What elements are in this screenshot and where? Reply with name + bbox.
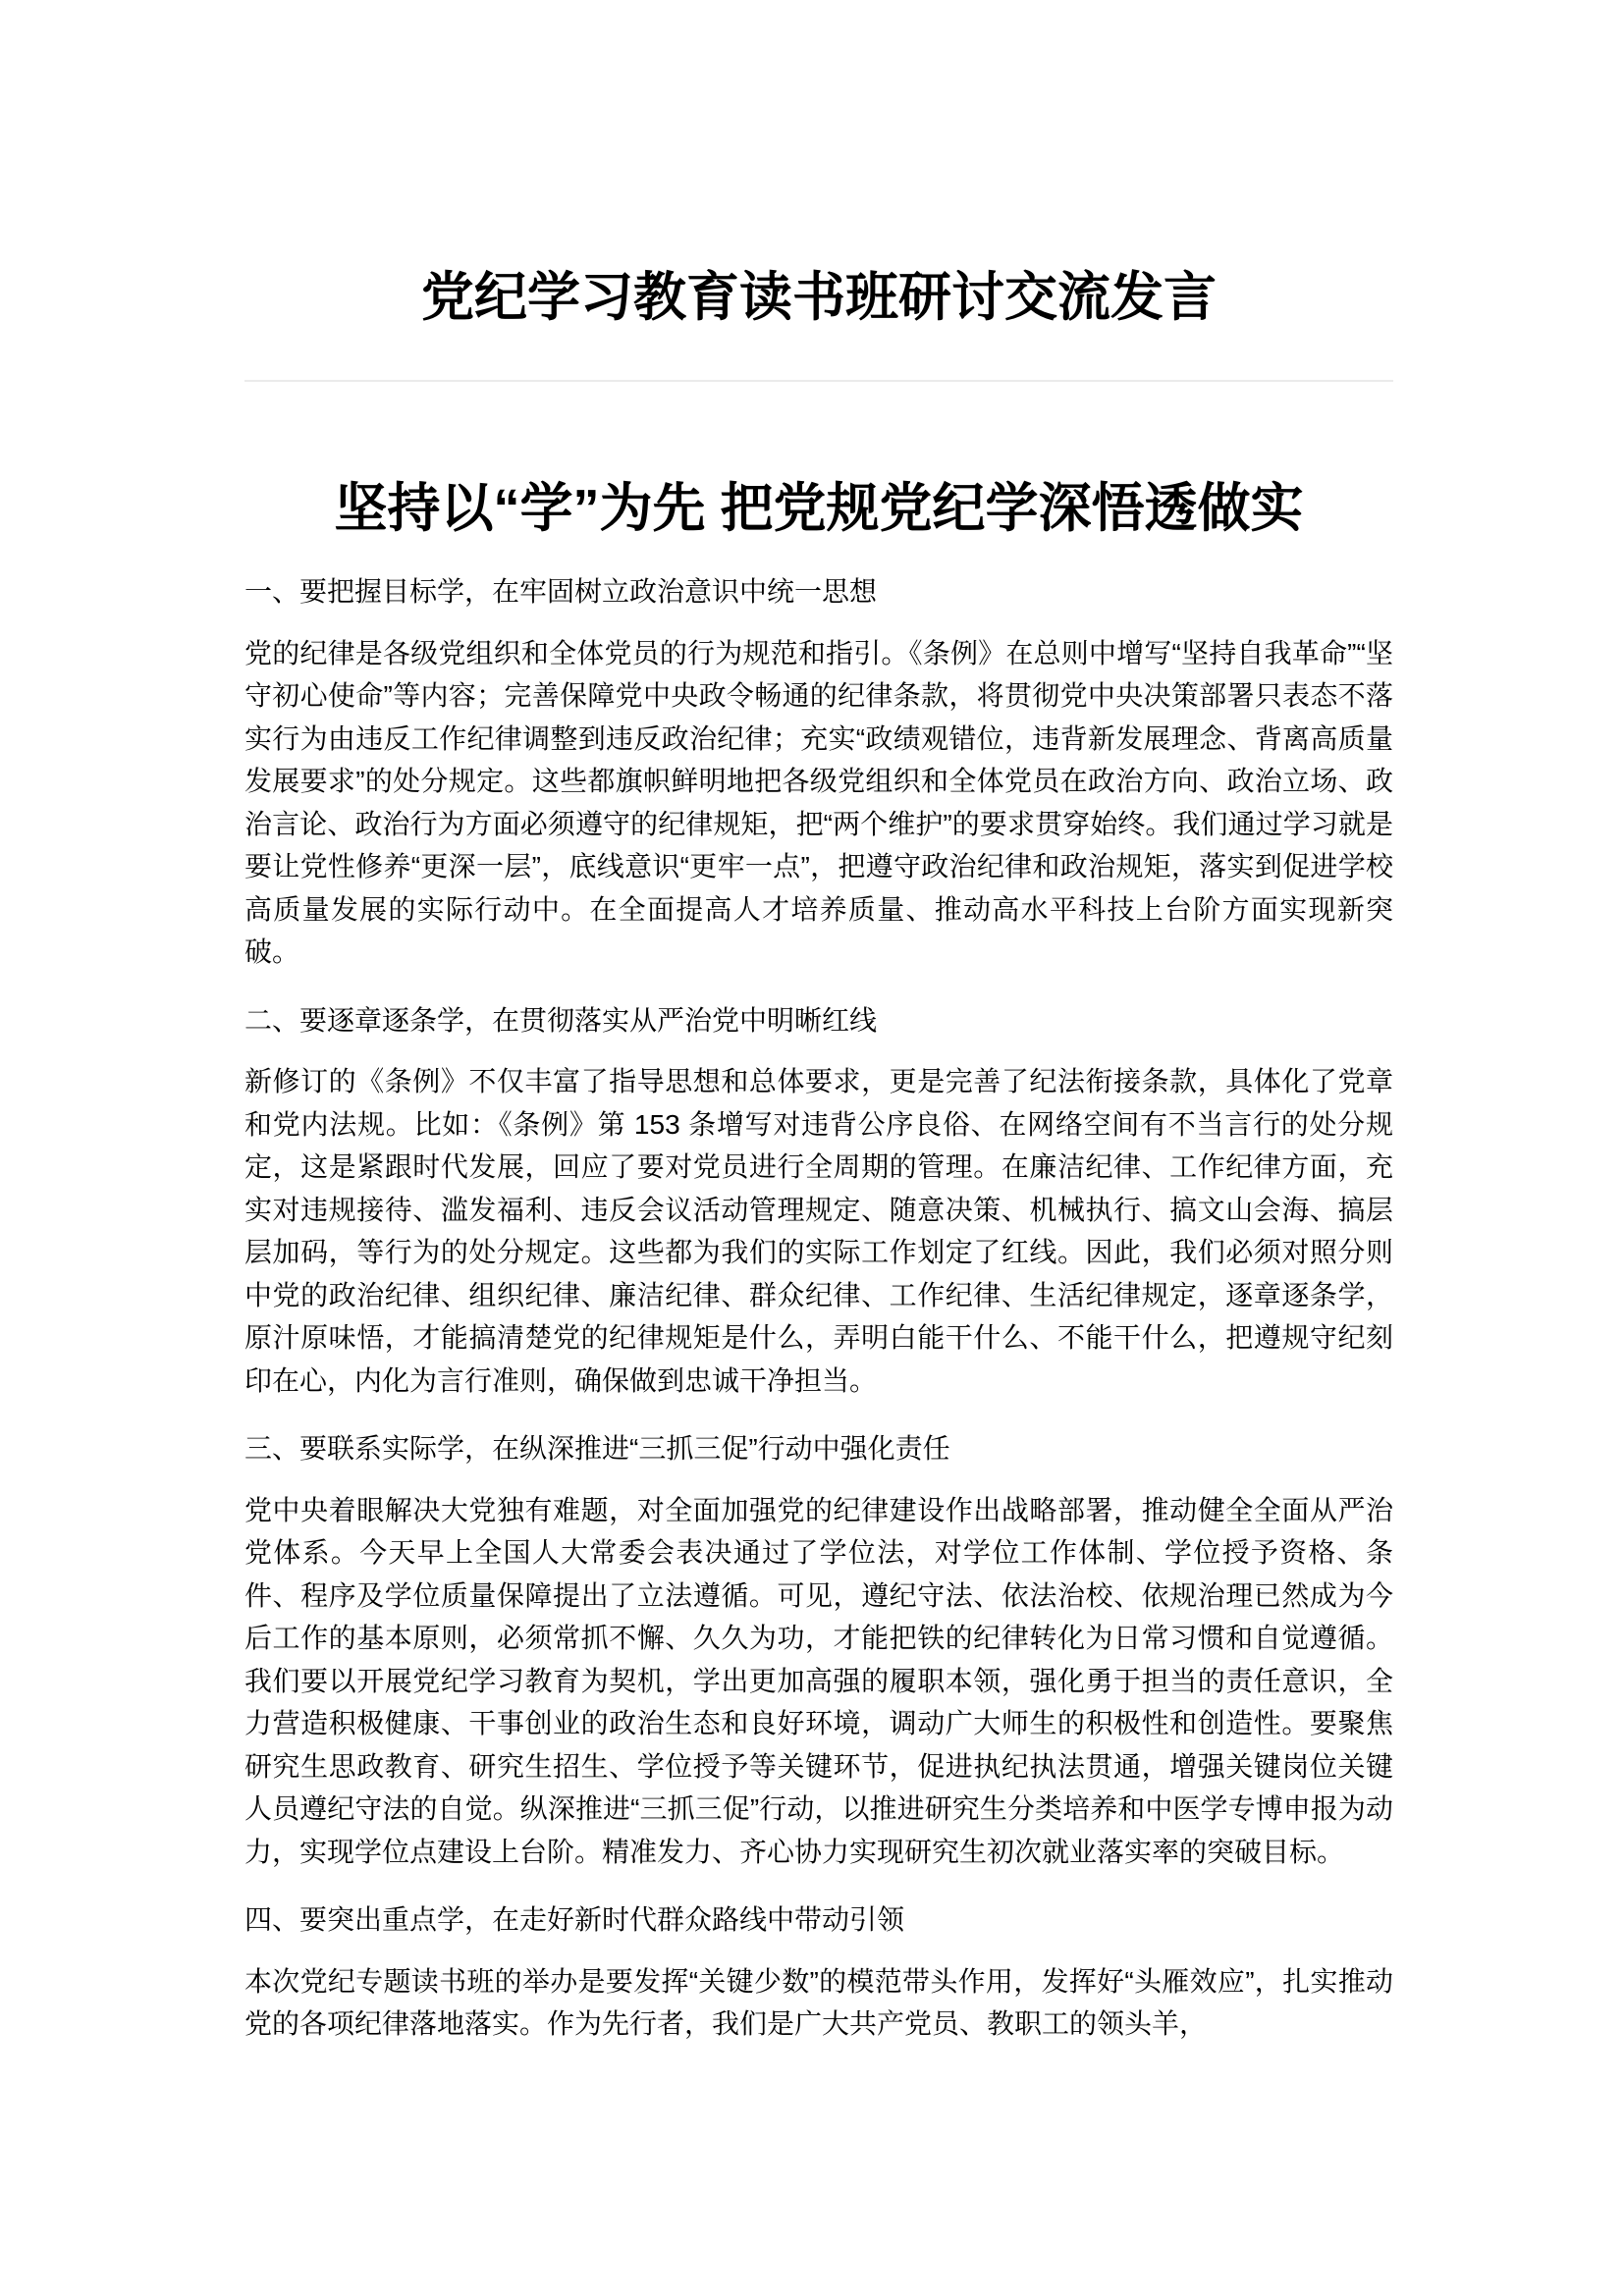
- section-1-paragraph: 党的纪律是各级党组织和全体党员的行为规范和指引。《条例》在总则中增写“坚持自我革命”“坚守初心使命”等内容；完善保障党中央政令畅通的纪律条款，将贯彻党中央决策部署只表态不落实行为由违反工作纪律调整到违反政治纪律；充实“政绩观错位，违背新发展理念、背离高质量发展要求”的处分规定。这些都旗帜鲜明地把各级党组织和全体党员在政治方向、政治立场、政治言论、政治行为方面必须遵守的纪律规矩，把“两个维护”的要求贯穿始终。我们通过学习就是要让党性修养“更深一层”，底线意识“更牢一点”，把遵守政治纪律和政治规矩，落实到促进学校高质量发展的实际行动中。在全面提高人才培养质量、推动高水平科技上台阶方面实现新突破。: [244, 637, 1393, 967]
- section-2: [244, 999, 1393, 1403]
- section-3-paragraph: 党中央着眼解决大党独有难题，对全面加强党的纪律建设作出战略部署，推动健全全面从严治党体系。今天早上全国人大常委会表决通过了学位法，对学位工作体制、学位授予资格、条件、程序及学位质量保障提出了立法遵循。可见，遵纪守法、依法治校、依规治理已然成为今后工作的基本原则，必须常抓不懈、久久为功，才能把铁的纪律转化为日常习惯和自觉遵循。我们要以开展党纪学习教育为契机，学出更加高强的履职本领，强化勇于担当的责任意识，全力营造积极健康、干事创业的政治生态和良好环境，调动广大师生的积极性和创造性。要聚焦研究生思政教育、研究生招生、学位授予等关键环节，促进执纪执法贯通，增强关键岗位关键人员遵纪守法的自觉。纵深推进“三抓三促”行动，以推进研究生分类培养和中医学专博申报为动力，实现学位点建设上台阶。精准发力、齐心协力实现研究生初次就业落实率的突破目标。: [244, 1494, 1393, 1867]
- section-3: [244, 1427, 1393, 1873]
- section-1-heading: 一、要把握目标学，在牢固树立政治意识中统一思想: [244, 576, 878, 607]
- section-3-heading: 三、要联系实际学，在纵深推进“三抓三促”行动中强化责任: [244, 1433, 950, 1464]
- document-title: 党纪学习教育读书班研讨交流发言: [421, 268, 1217, 327]
- section-4-heading: 四、要突出重点学，在走好新时代群众路线中带动引领: [244, 1904, 905, 1935]
- section-4-paragraph: 本次党纪专题读书班的举办是要发挥“关键少数”的模范带头作用，发挥好“头雁效应”，扎实推动党的各项纪律落地落实。作为先行者，我们是广大共产党员、教职工的领头羊，: [244, 1965, 1393, 2039]
- section-1: [244, 570, 1393, 974]
- section-2-paragraph: 新修订的《条例》不仅丰富了指导思想和总体要求，更是完善了纪法衔接条款，具体化了党章和党内法规。比如：《条例》第 153 条增写对违背公序良俗、在网络空间有不当言行的处分规定，这是紧跟时代发展，回应了要对党员进行全周期的管理。在廉洁纪律、工作纪律方面，充实对违规接待、滥发福利、违反会议活动管理规定、随意决策、机械执行、搞文山会海、搞层层加码，等行为的处分规定。这些都为我们的实际工作划定了红线。因此，我们必须对照分则中党的政治纪律、组织纪律、廉洁纪律、群众纪律、工作纪律、生活纪律规定，逐章逐条学，原汁原味悟，才能搞清楚党的纪律规矩是什么，弄明白能干什么、不能干什么，把遵规守纪刻印在心，内化为言行准则，确保做到忠诚干净担当。: [244, 1066, 1393, 1396]
- section-2-heading: 二、要逐章逐条学，在贯彻落实从严治党中明晰红线: [244, 1004, 878, 1036]
- document-page: [244, 0, 1393, 2261]
- section-4: [244, 1898, 1393, 2046]
- article-subtitle: 坚持以“学”为先 把党规党纪学深悟透做实: [334, 479, 1304, 538]
- title-divider: [244, 380, 1393, 382]
